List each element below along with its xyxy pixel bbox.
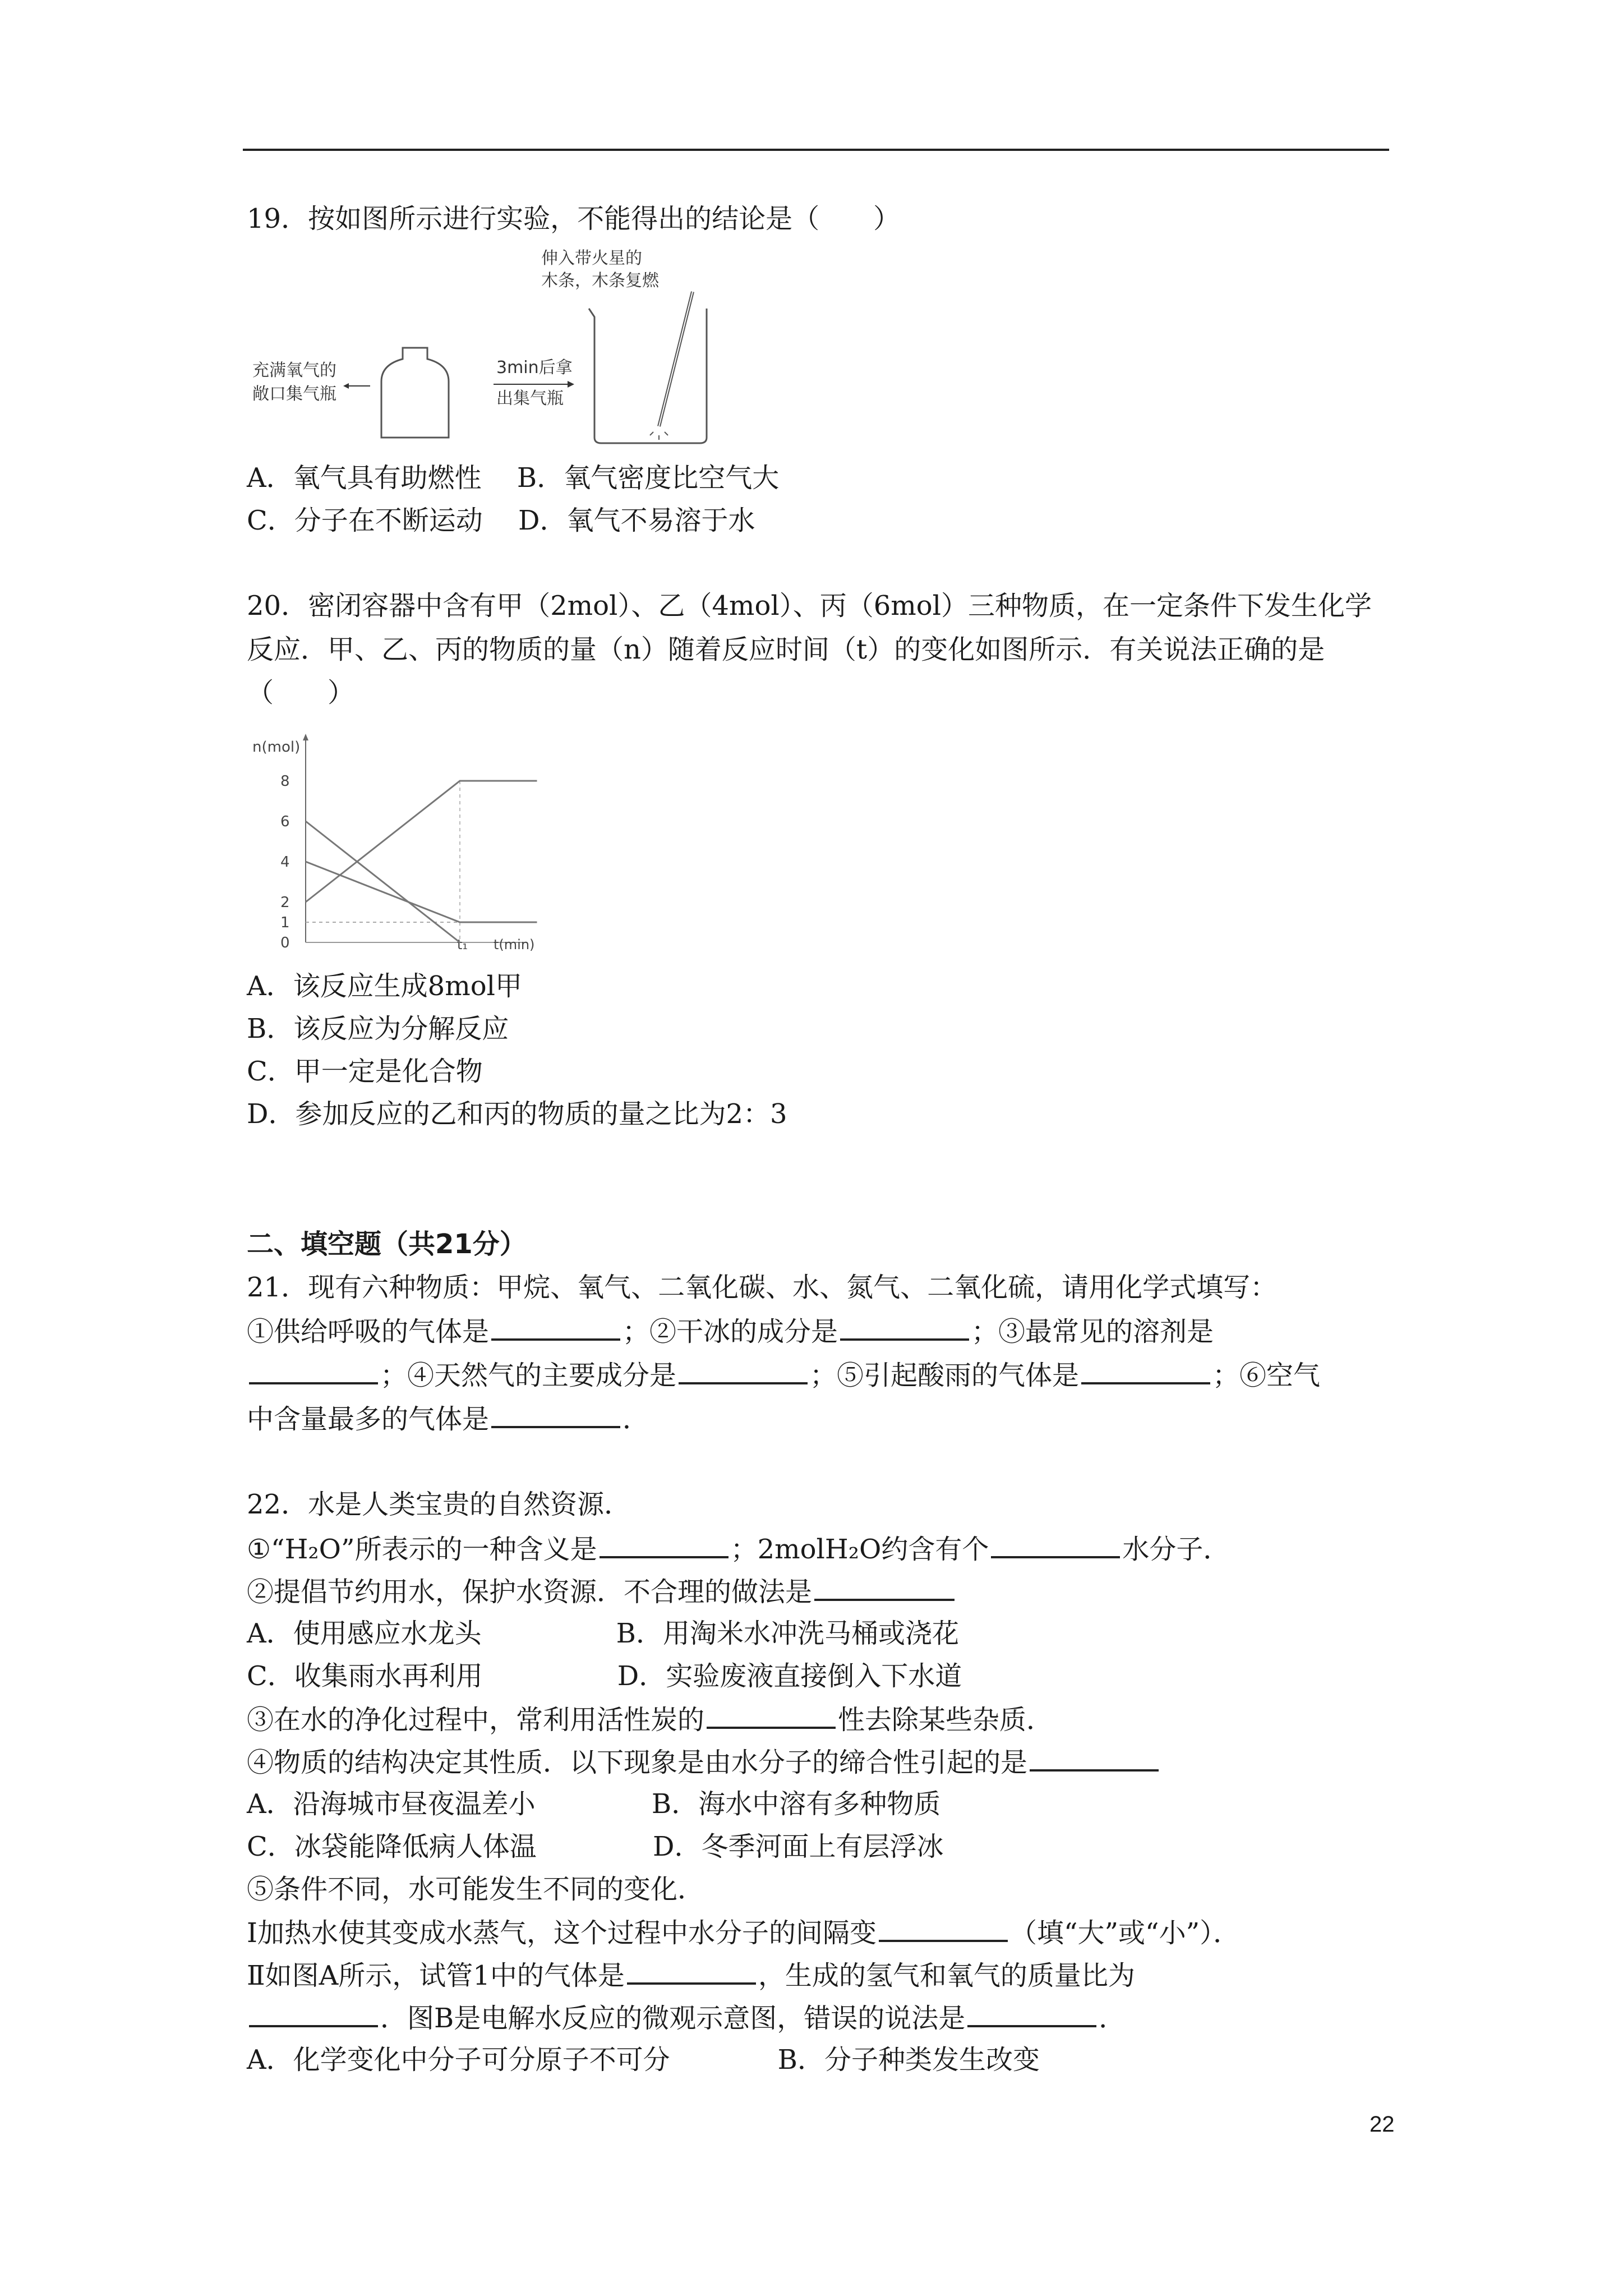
q22-l6a: ③在水的净化过程中，常利用活性炭的: [247, 1704, 705, 1736]
q21-line3: [247, 1358, 1320, 1392]
q21-blank-3[interactable]: [249, 1358, 378, 1384]
q21-blank-2[interactable]: [840, 1314, 969, 1341]
q20-option-b: B．该反应为分解反应: [247, 1013, 509, 1045]
q21-l3a: ；④天然气的主要成分是: [380, 1360, 677, 1391]
q21-blank-6[interactable]: [491, 1401, 620, 1428]
q22-l7a: ④物质的结构决定其性质．以下现象是由水分子的缔合性引起的是: [247, 1747, 1028, 1778]
q20-stem-line1: 20．密闭容器中含有甲（2mol）、乙（4mol）、丙（6mol）三种物质，在一定条件下发生化学: [247, 590, 1372, 622]
q22-line3: [247, 1574, 957, 1609]
q22-l13a: ．图B是电解水反应的微观示意图，错误的说法是: [380, 2003, 966, 2034]
chart-series-丙: [306, 821, 460, 942]
chart-y-tick-6: 6: [280, 813, 290, 830]
q22-l2c: 水分子．: [1122, 1534, 1230, 1565]
q21-line1: 21．现有六种物质：甲烷、氧气、二氧化碳、水、氮气、二氧化硫，请用化学式填写：: [247, 1272, 1278, 1303]
q19-arrow-label-2: 出集气瓶: [496, 389, 564, 408]
q22-blank-9[interactable]: [967, 2000, 1096, 2027]
q19-beaker: [589, 309, 707, 443]
chart-y-tick-0: 0: [280, 935, 290, 951]
chart-ylabel: n(mol): [252, 739, 301, 756]
q21-l3c: ；⑥空气: [1212, 1360, 1321, 1391]
q22-blank-3[interactable]: [814, 1574, 955, 1601]
q21-blank-1[interactable]: [491, 1314, 620, 1341]
q22-line11: [247, 1915, 1240, 1950]
q22-blank-2[interactable]: [991, 1531, 1120, 1558]
q19-arrow-label-1: 3min后拿: [496, 358, 573, 378]
chart-y-tick-2: 2: [280, 894, 290, 911]
q20-chart: [247, 729, 538, 954]
q22-line6: [247, 1702, 1053, 1737]
q22-line7: [247, 1745, 1161, 1779]
q22-blank-7[interactable]: [627, 1958, 756, 1985]
q22-l2a: ①“H₂O”所表示的一种含义是: [247, 1534, 597, 1565]
q22-l6b: 性去除某些杂质．: [838, 1704, 1054, 1736]
q21-l2c: ；③最常见的溶剂是: [971, 1316, 1214, 1347]
q22-line12: [247, 1958, 1135, 1993]
q22-line9: C．冰袋能降低病人体温 D．冬季河面上有层浮冰: [247, 1831, 944, 1862]
q22-line5: C．收集雨水再利用 D．实验废液直接倒入下水道: [247, 1660, 962, 1692]
q19-figure: [247, 247, 751, 454]
q21-l2b: ；②干冰的成分是: [623, 1316, 838, 1347]
q21-l3b: ；⑤引起酸雨的气体是: [810, 1360, 1080, 1391]
q22-l13b: ．: [1099, 2003, 1126, 2034]
q21-line4: [247, 1401, 649, 1436]
chart-y-tick-1: 1: [280, 914, 290, 931]
chart-series-甲: [306, 781, 537, 902]
q19-top-label-2: 木条，木条复燃: [541, 271, 659, 291]
q21-blank-5[interactable]: [1081, 1358, 1210, 1384]
q22-l12b: ，生成的氢气和氧气的质量比为: [758, 1960, 1135, 1991]
q22-l12a: Ⅱ如图A所示，试管1中的气体是: [247, 1960, 625, 1991]
q22-l11a: Ⅰ加热水使其变成水蒸气，这个过程中水分子的间隔变: [247, 1917, 877, 1949]
q19-left-label-1: 充满氧气的: [252, 361, 336, 380]
q21-l2a: ①供给呼吸的气体是: [247, 1316, 490, 1347]
chart-x-tick-t1: t₁: [457, 937, 468, 953]
section2-heading: 二、填空题（共21分）: [247, 1228, 527, 1260]
q22-line14: A．化学变化中分子可分原子不可分 B．分子种类发生改变: [247, 2044, 1040, 2076]
q21-line2: [247, 1314, 1214, 1349]
q22-blank-8[interactable]: [249, 2000, 378, 2027]
q21-l4b: ．: [623, 1404, 650, 1435]
q20-option-d: D．参加反应的乙和丙的物质的量之比为2：3: [247, 1098, 787, 1130]
q22-blank-1[interactable]: [600, 1531, 728, 1558]
q19-options-row2: C．分子在不断运动 D．氧气不易溶于水: [247, 505, 755, 536]
q22-line13: [247, 2000, 1126, 2035]
q20-option-a: A．该反应生成8mol甲: [247, 970, 522, 1002]
page-number: 22: [1370, 2112, 1395, 2137]
chart-y-tick-4: 4: [280, 854, 290, 871]
q22-line1: 22．水是人类宝贵的自然资源．: [247, 1489, 631, 1520]
q19-stem: 19．按如图所示进行实验，不能得出的结论是（ ）: [247, 203, 901, 234]
q20-stem-line3: （ ）: [247, 677, 355, 708]
q22-line10: ⑤条件不同，水可能发生不同的变化．: [247, 1874, 705, 1905]
q19-options-row1: A．氧气具有助燃性 B．氧气密度比空气大: [247, 462, 780, 494]
q22-l11b: （填“大”或“小”）．: [1009, 1917, 1241, 1949]
q19-top-label-1: 伸入带火星的: [541, 249, 642, 268]
q22-line8: A．沿海城市昼夜温差小 B．海水中溶有多种物质: [247, 1788, 941, 1820]
q20-stem-line2: 反应．甲、乙、丙的物质的量（n）随着反应时间（t）的变化如图所示．有关说法正确的是: [247, 634, 1325, 665]
q22-l3a: ②提倡节约用水，保护水资源．不合理的做法是: [247, 1576, 813, 1608]
q21-l4a: 中含量最多的气体是: [247, 1404, 490, 1435]
q22-blank-5[interactable]: [1030, 1745, 1159, 1772]
q22-line4: A．使用感应水龙头 B．用淘米水冲洗马桶或浇花: [247, 1618, 959, 1649]
q22-blank-6[interactable]: [879, 1915, 1008, 1942]
q22-l2b: ；2molH₂O约含有个: [730, 1534, 989, 1565]
q22-line2: [247, 1531, 1230, 1566]
chart-xlabel: t(min): [494, 937, 535, 953]
q22-blank-4[interactable]: [707, 1702, 836, 1729]
q19-gas-bottle: [381, 348, 449, 438]
chart-y-tick-8: 8: [280, 773, 290, 790]
q21-blank-4[interactable]: [679, 1358, 808, 1384]
q20-option-c: C．甲一定是化合物: [247, 1056, 483, 1087]
q19-left-label-2: 敞口集气瓶: [252, 384, 336, 404]
header-rule: [243, 149, 1389, 151]
